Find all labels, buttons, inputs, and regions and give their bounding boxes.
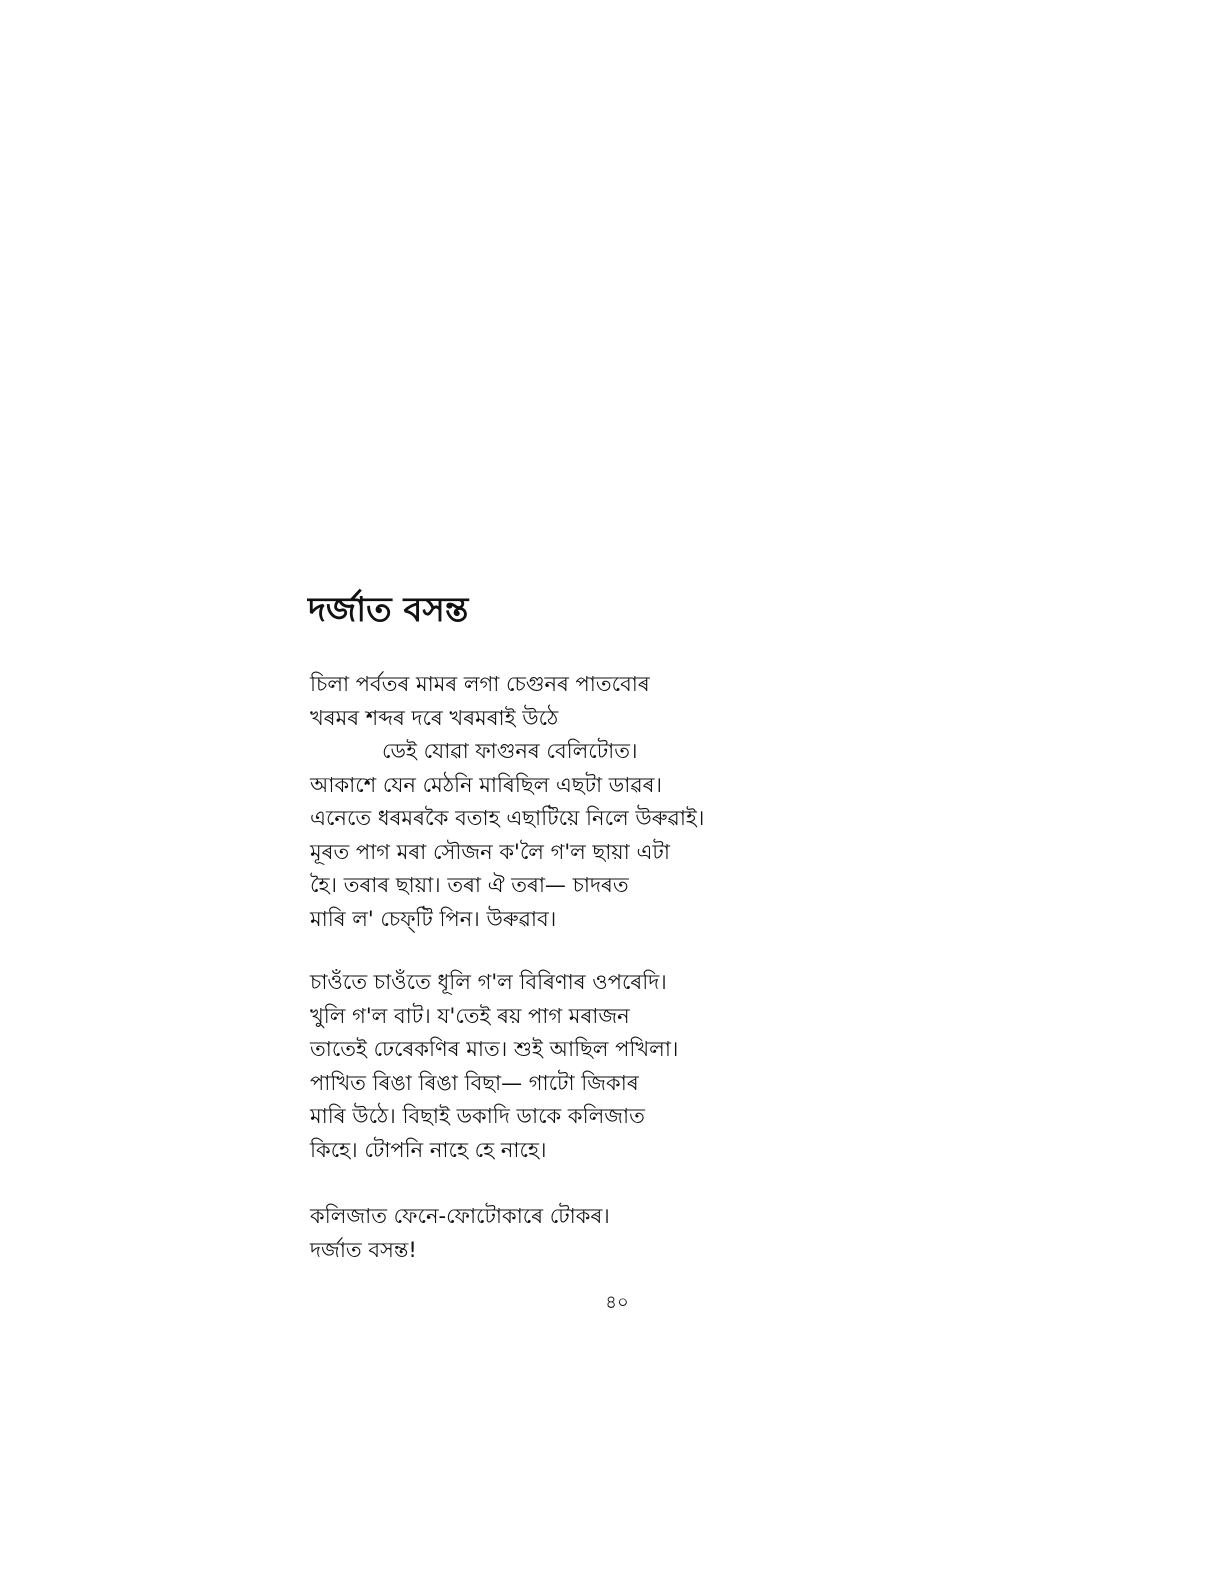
poem-line: চিলা পৰ্বতৰ মামৰ লগা চেগুনৰ পাতবোৰ [310, 672, 650, 696]
stanza-3 [310, 1200, 610, 1267]
poem-line: মাৰি উঠে। বিছাই ডকাদি ডাকে কলিজাত [310, 1104, 645, 1128]
poem-line: খৰমৰ শব্দৰ দৰে খৰমৰাই উঠে [310, 705, 559, 730]
poem-line: হৈ। তৰাৰ ছায়া। তৰা ঐ তৰা— চাদৰত [310, 873, 629, 897]
stanza-2 [310, 966, 678, 1167]
poem-line: মাৰি ল' চেফ্‌টি পিন। উৰুৱাব। [310, 906, 557, 931]
poem-line: আকাশে যেন মেঠনি মাৰিছিল এছটা ডাৱৰ। [310, 772, 662, 797]
poem-line: কিহে। টোপনি নাহে হে নাহে। [310, 1137, 547, 1162]
poem-line: পাখিত ৰিঙা ৰিঙা বিছা— গাটো জিকাৰ [310, 1070, 639, 1095]
page-number: ৪০ [605, 1292, 629, 1313]
poem-line: কলিজাত ফেনে-ফোটোকাৰে টোকৰ। [310, 1204, 610, 1228]
poem-line: তাতেই ঢেৰেকণিৰ মাত। শুই আছিল পখিলা। [310, 1037, 679, 1061]
poem-title: দৰ্জাত বসন্ত [308, 590, 469, 630]
poem-line: চাওঁতে চাওঁতে ধূলি গ'ল বিৰিণাৰ ওপৰেদি। [310, 970, 667, 994]
stanza-1 [310, 668, 704, 936]
poem-line: মূৰত পাগ মৰা সৌজন ক'লৈ গ'ল ছায়া এটা [310, 839, 670, 864]
poem-line: দৰ্জাত বসন্ত! [310, 1237, 417, 1262]
poem-line-indented: ডেই যোৱা ফাগুনৰ বেলিটোত। [382, 739, 638, 763]
poem-line: খুলি গ'ল বাট। য'তেই ৰয় পাগ মৰাজন [310, 1003, 630, 1028]
poem-line: এনেতে ধৰমৰকৈ বতাহ এছাটিয়ে নিলে উৰুৱাই। [310, 806, 705, 830]
